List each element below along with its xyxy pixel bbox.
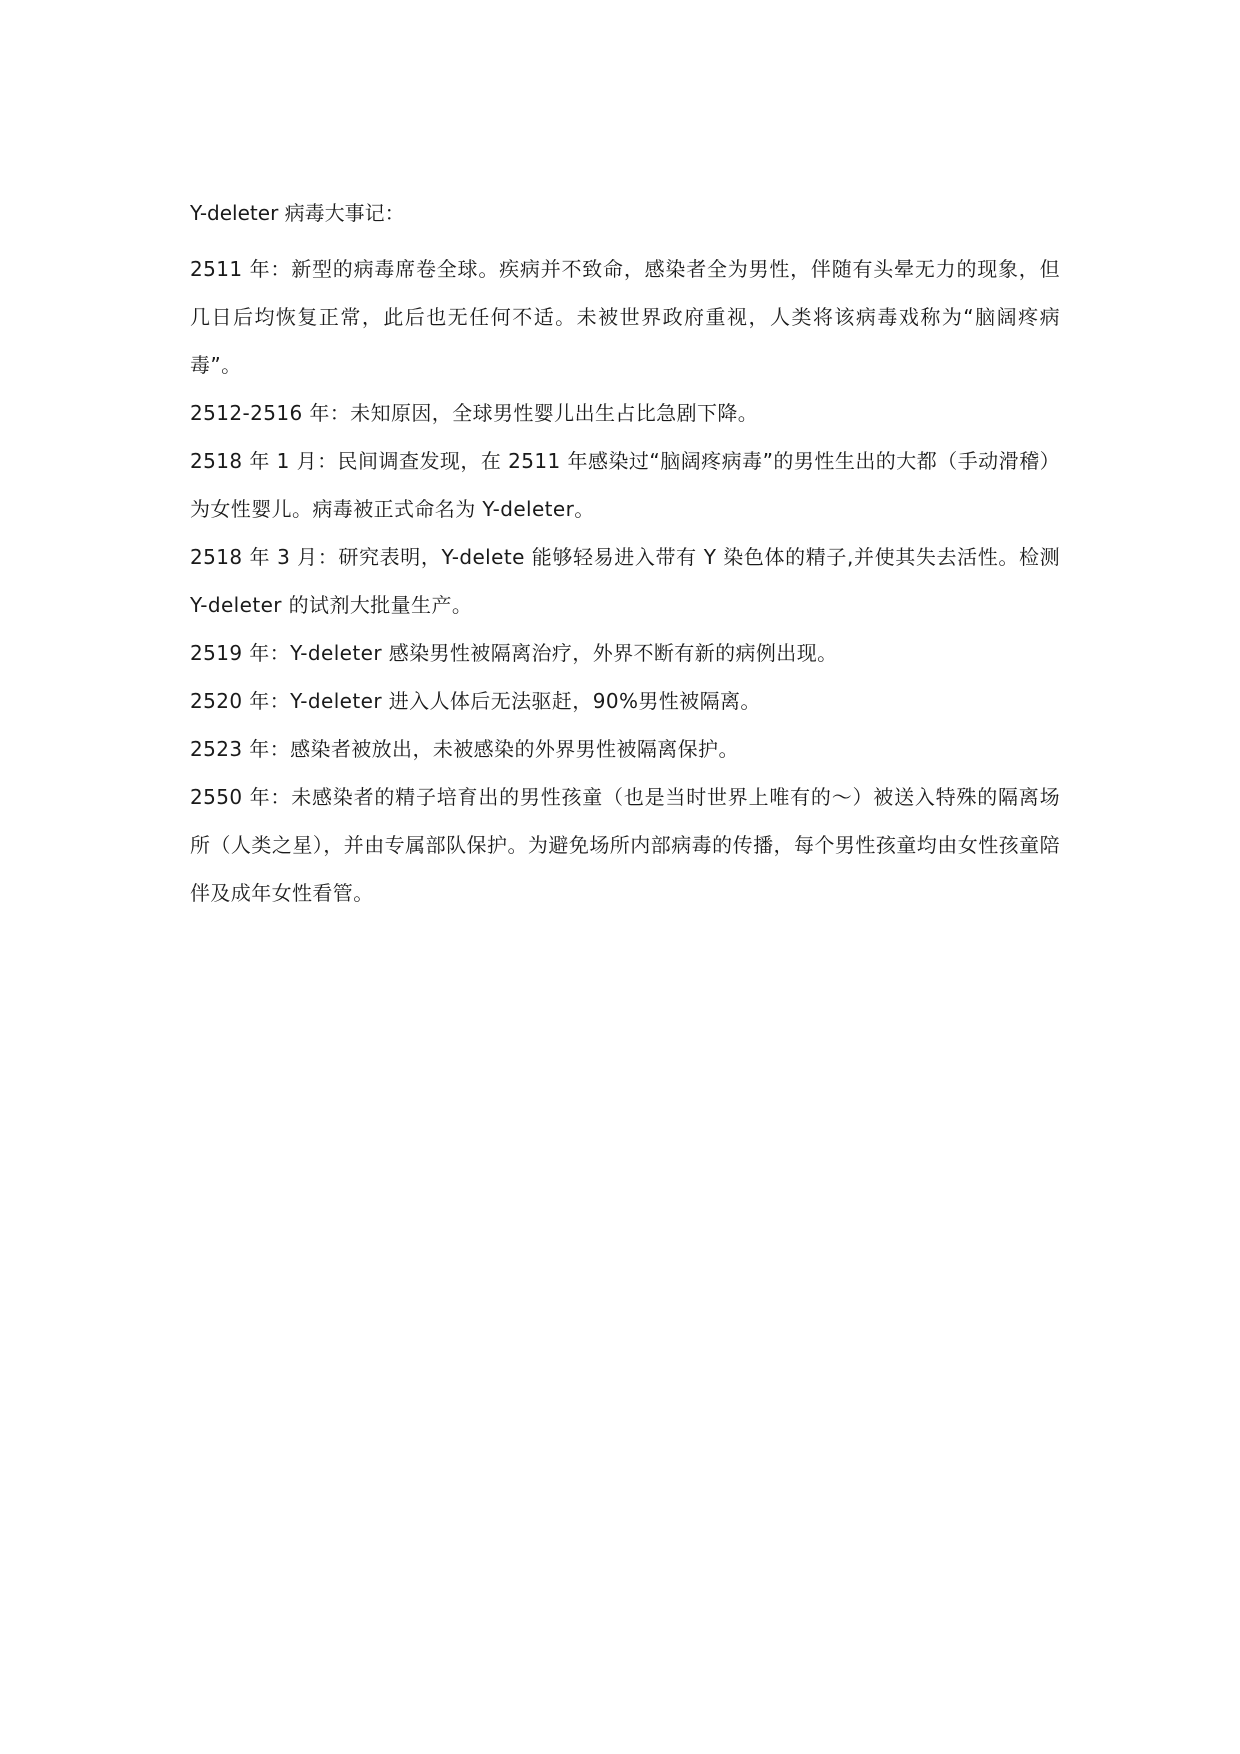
- entry-date: 2518 年 1 月：: [190, 449, 338, 473]
- entry-text: 未感染者的精子培育出的男性孩童（也是当时世界上唯有的～）被送入特殊的隔离场所（人类之星），并由专属部队保护。为避免场所内部病毒的传播，每个男性孩童均由女性孩童陪伴及成年女性看管。: [190, 785, 1060, 905]
- entry-date: 2550 年：: [190, 785, 292, 809]
- timeline-entry: [190, 629, 1060, 677]
- timeline-entry: [190, 245, 1060, 389]
- timeline-entry: [190, 677, 1060, 725]
- entry-text: 感染者被放出，未被感染的外界男性被隔离保护。: [290, 737, 739, 761]
- document-title: Y-deleter 病毒大事记：: [190, 201, 405, 225]
- entry-date: 2512-2516 年：: [190, 401, 351, 425]
- entry-text: 研究表明，Y-delete 能够轻易进入带有 Y 染色体的精子,并使其失去活性。检测 Y-deleter 的试剂大批量生产。: [190, 545, 1060, 617]
- entry-date: 2520 年：: [190, 689, 291, 713]
- entry-text: Y-deleter 进入人体后无法驱赶，90%男性被隔离。: [290, 689, 761, 713]
- entry-date: 2519 年：: [190, 641, 291, 665]
- timeline-entry: [190, 533, 1060, 629]
- entry-text: Y-deleter 感染男性被隔离治疗，外界不断有新的病例出现。: [290, 641, 838, 665]
- timeline-entry: [190, 389, 1060, 437]
- entry-date: 2518 年 3 月：: [190, 545, 339, 569]
- timeline-entry: [190, 773, 1060, 917]
- entry-text: 民间调查发现，在 2511 年感染过“脑阔疼病毒”的男性生出的大都（手动滑稽）为女性婴儿。病毒被正式命名为 Y-deleter。: [190, 449, 1060, 521]
- entry-text: 未知原因，全球男性婴儿出生占比急剧下降。: [350, 401, 759, 425]
- entry-date: 2511 年：: [190, 257, 292, 281]
- timeline-entry: [190, 725, 1060, 773]
- timeline-entry: [190, 437, 1060, 533]
- entry-text: 新型的病毒席卷全球。疾病并不致命，感染者全为男性，伴随有头晕无力的现象，但几日后均恢复正常，此后也无任何不适。未被世界政府重视，人类将该病毒戏称为“脑阔疼病毒”。: [190, 257, 1060, 377]
- document-body: [190, 197, 1060, 917]
- entry-date: 2523 年：: [190, 737, 291, 761]
